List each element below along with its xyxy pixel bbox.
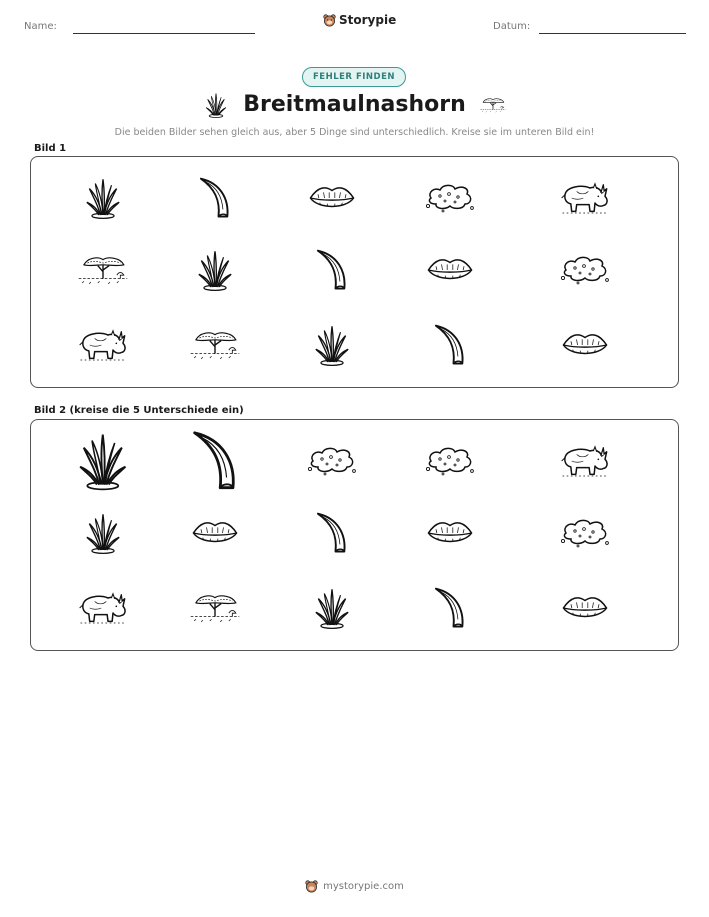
grass-icon [86,176,120,220]
mud-icon [307,445,357,477]
lips-icon [308,183,356,213]
grid-item [560,254,610,286]
grid-item[interactable] [432,586,468,630]
grid-item [560,179,610,217]
grid-item [561,330,609,360]
page-title: Breitmaulnashorn [243,92,466,117]
footer [0,880,709,893]
grass-icon [315,323,349,367]
tree-icon [189,590,241,626]
mud-icon [560,254,610,286]
bild1-panel [30,156,679,388]
footer-url[interactable]: mystorypie.com [323,881,404,892]
category-badge: FEHLER FINDEN [302,67,406,87]
grass-icon [315,586,349,630]
grid-item[interactable] [560,517,610,549]
brand-name: Storypie [339,13,397,27]
lips-icon [426,518,474,548]
horn-icon [432,323,468,367]
date-label: Datum: [493,21,531,32]
grass-icon [86,511,120,555]
grid-item[interactable] [86,511,120,555]
lips-icon [426,255,474,285]
grid-item [198,248,232,292]
name-line[interactable] [73,33,255,34]
name-label: Name: [24,21,57,32]
grid-item [314,248,350,292]
storypie-logo [323,13,396,27]
lips-icon [191,518,239,548]
grid-item [432,323,468,367]
rhino-icon [78,589,128,627]
grid-item [78,326,128,364]
bild1-label: Bild 1 [34,143,67,154]
grid-item[interactable] [560,442,610,480]
bild2-label: Bild 2 (kreise die 5 Unterschiede ein) [34,405,244,416]
mud-icon [425,182,475,214]
horn-icon [314,248,350,292]
grid-item[interactable] [189,590,241,626]
rhino-icon [78,326,128,364]
horn-icon [314,511,350,555]
bear-icon [305,880,318,893]
mud-icon [425,445,475,477]
horn-icon [432,586,468,630]
grid-item[interactable] [425,445,475,477]
tree-icon [478,96,508,114]
grass-icon [79,430,127,492]
grid-item[interactable] [426,518,474,548]
instructions: Die beiden Bilder sehen gleich aus, aber 5 Dinge sind unterschiedlich. Kreise sie im unteren Bild ein! [114,127,595,138]
rhino-icon [560,442,610,480]
lips-icon [561,593,609,623]
grid-item[interactable] [189,429,241,493]
bear-icon [323,14,336,27]
horn-icon [189,429,241,493]
grid-item[interactable] [315,586,349,630]
bild2-panel[interactable] [30,419,679,651]
tree-icon [77,252,129,288]
grid-item[interactable] [78,589,128,627]
tree-icon [189,327,241,363]
grid-item[interactable] [191,518,239,548]
grid-item [197,176,233,220]
date-line[interactable] [539,33,686,34]
mud-icon [560,517,610,549]
grid-item[interactable] [79,430,127,492]
lips-icon [561,330,609,360]
grid-item [315,323,349,367]
grid-item [86,176,120,220]
grid-item[interactable] [561,593,609,623]
grid-item [308,183,356,213]
grid-item [426,255,474,285]
grid-item [77,252,129,288]
grid-item[interactable] [314,511,350,555]
grid-item[interactable] [307,445,357,477]
grass-icon [198,248,232,292]
rhino-icon [560,179,610,217]
grid-item [189,327,241,363]
grid-item [425,182,475,214]
horn-icon [197,176,233,220]
